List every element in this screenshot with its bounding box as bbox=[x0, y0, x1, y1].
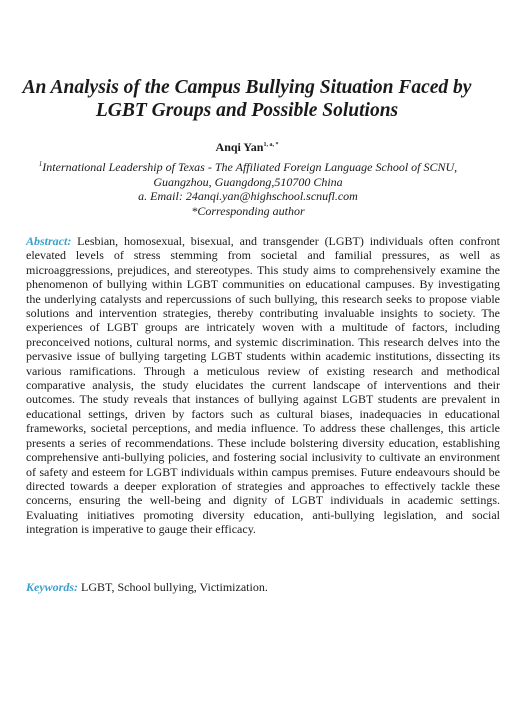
paper-title bbox=[8, 76, 486, 122]
email-line: a. Email: 24anqi.yan@highschool.scnufl.com bbox=[138, 189, 358, 203]
affiliation-line-1: International Leadership of Texas - The Affiliated Foreign Language School of SCNU, bbox=[42, 160, 458, 174]
title-line-2: LGBT Groups and Possible Solutions bbox=[95, 100, 399, 121]
corresponding-author-note: *Corresponding author bbox=[191, 203, 305, 218]
author-line bbox=[0, 140, 494, 155]
keywords-text: LGBT, School bullying, Victimization. bbox=[81, 580, 268, 594]
abstract-text: Lesbian, homosexual, bisexual, and transgender (LGBT) individuals often confront elevated levels of stress stemming from societal and familial pressures, as well as microaggressions, prejudices, and stereotypes. This study aims to comprehensively examine the phenomenon of bullying within LGBT communities on educational campuses. By investigating the underlying catalysts and repercussions of such bullying, this research seeks to propose viable solutions and intervention strategies, thereby contributing invaluable insights to society. The experiences of LGBT groups are intricately woven with a multitude of factors, including preconceived notions, cultural norms, and systemic discrimination. This research delves into the pervasive issue of bullying targeting LGBT students within academic institutions, dissecting its various ramifications. Through a meticulous review of existing research and methodical comparative analysis, the study elucidates the current landscape of interventions and their outcomes. The study reveals that instances of bullying against LGBT students are prevalent in educational settings, driven by factors such as cultural biases, inadequacies in educational frameworks, societal perceptions, and media influence. To address these challenges, this article presents a series of recommendations. These include bolstering diversity education, establishing comprehensive anti-bullying policies, and fostering social inclusivity to cultivate an environment of safety and esteem for LGBT individuals within campus premises. Future endeavours should be directed towards a deeper exploration of strategies and approaches to effectively tackle these concerns, ensuring the well-being and dignity of LGBT individuals in academic settings. Evaluating initiatives promoting diversity education, anti-bullying legislation, and social integration is imperative to gauge their efficacy. bbox=[26, 234, 500, 537]
abstract-label: Abstract: bbox=[26, 234, 72, 248]
keywords-paragraph bbox=[26, 580, 500, 594]
abstract-paragraph bbox=[26, 234, 500, 537]
author-marks: 1, a, * bbox=[263, 142, 279, 148]
affiliation-block bbox=[14, 157, 482, 218]
affiliation-line-2: Guangzhou, Guangdong,510700 China bbox=[153, 174, 343, 189]
keywords-label: Keywords: bbox=[26, 580, 78, 594]
author-name: Anqi Yan bbox=[215, 140, 264, 154]
affiliation-mark: 1 bbox=[38, 160, 43, 168]
title-line-1: An Analysis of the Campus Bullying Situation Faced by bbox=[22, 77, 472, 98]
